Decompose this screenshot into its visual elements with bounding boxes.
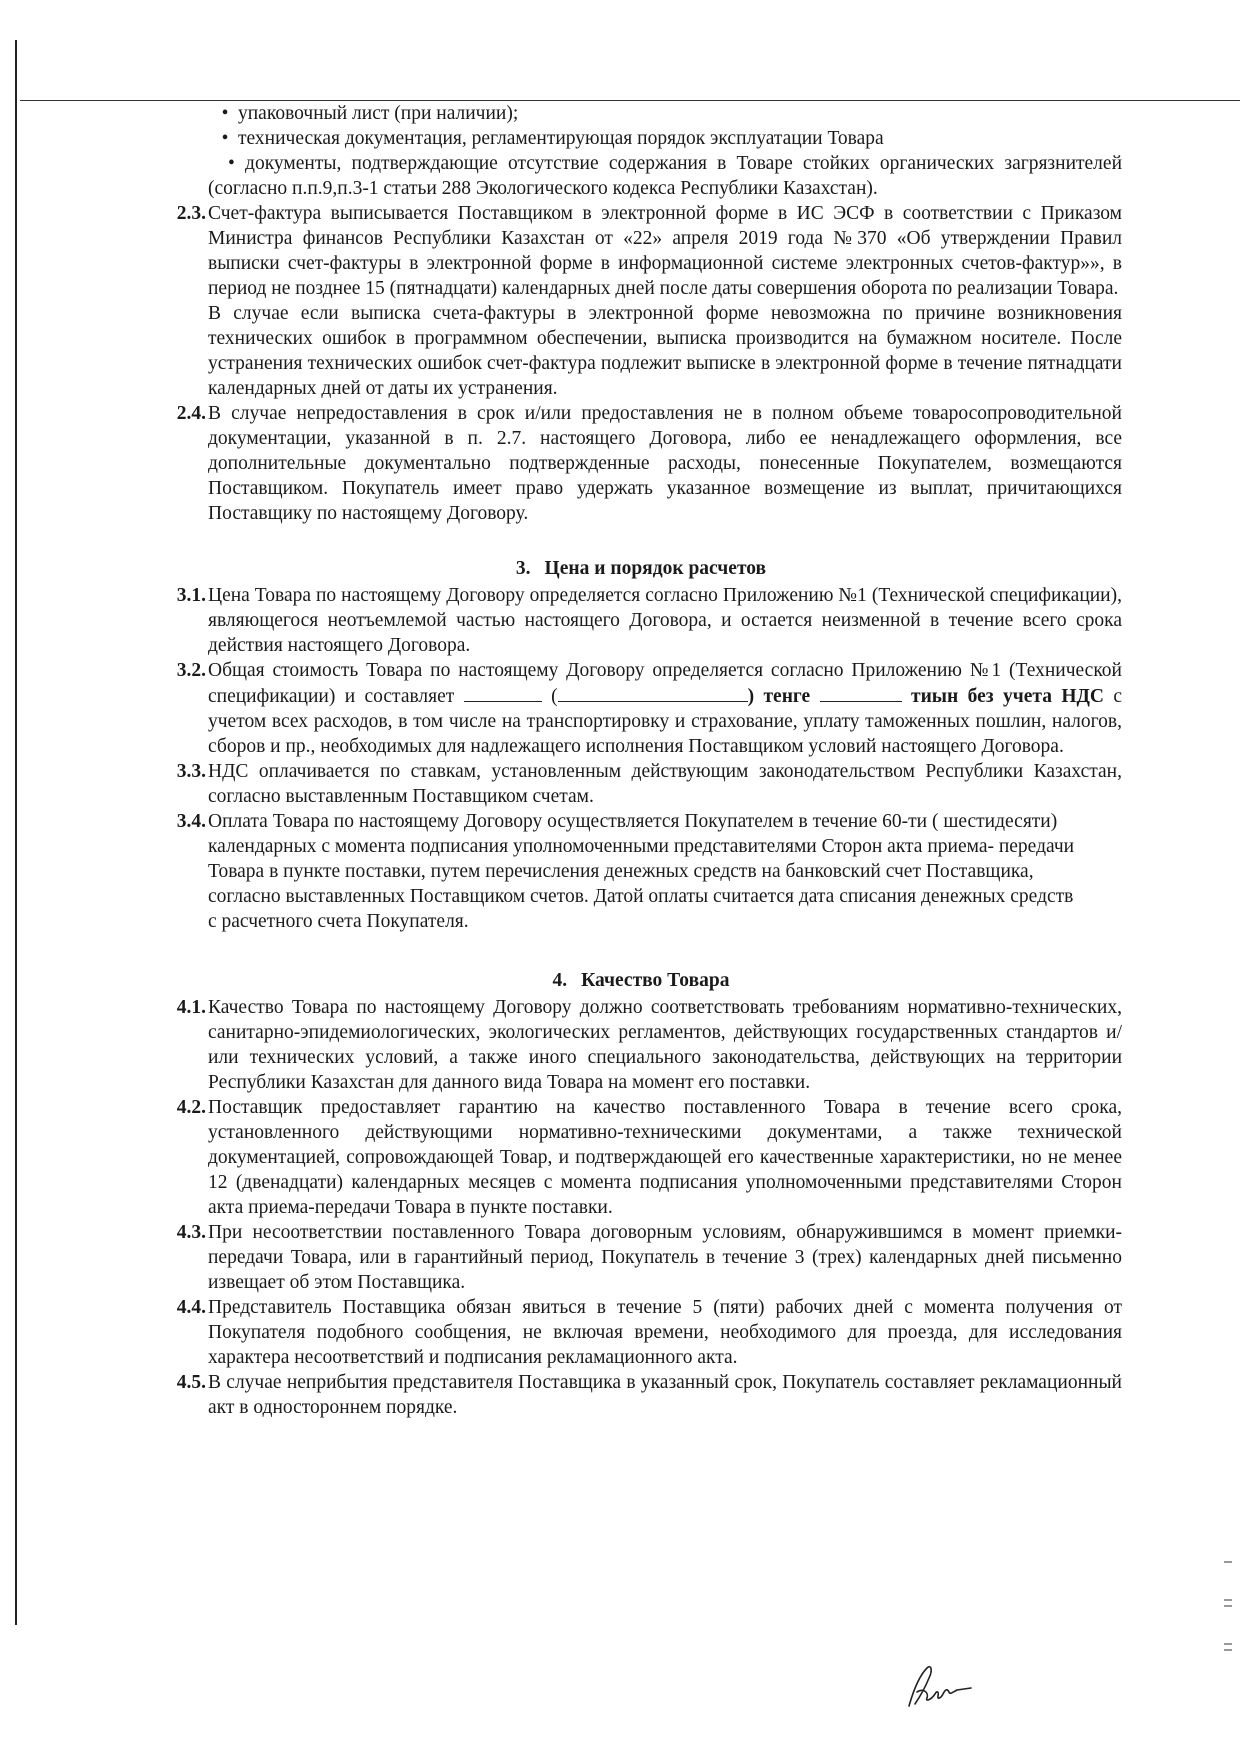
scan-edge-marks-icon bbox=[1222, 1560, 1234, 1670]
clause-4-2 bbox=[160, 1095, 1122, 1220]
clause-text: Цена Товара по настоящему Договору определяется согласно Приложению №1 (Технической спецификации), являющегося неотъемлемой частью настоящего Договора, и остается неизменной в течение всего срока действия настоящего Договора. bbox=[208, 585, 1122, 656]
bullet-item bbox=[160, 101, 1122, 126]
clause-number: 3.3. bbox=[176, 761, 206, 782]
clause-3-4 bbox=[160, 809, 1122, 934]
contract-body bbox=[160, 101, 1122, 1420]
clause-text: В случае непредоставления в срок и/или предоставления не в полном объеме товаросопроводительной документации, указанной в п. 2.7. настоящего Договора, либо ее ненадлежащего оформления, все дополнительные документально подтвержденные расходы, понесенные Покупателем, возмещаются Поставщиком. Покупатель имеет право удержать указанное возмещение из выплат, причитающихся Поставщику по настоящему Договору. bbox=[208, 403, 1122, 524]
section-heading-4 bbox=[160, 968, 1122, 993]
clause-3-3 bbox=[160, 759, 1122, 809]
bullet-item bbox=[160, 126, 1122, 151]
section-title: Цена и порядок расчетов bbox=[544, 558, 767, 579]
tiyn-blank bbox=[820, 683, 902, 702]
section-number: 3. bbox=[515, 558, 531, 579]
clause-text: Представитель Поставщика обязан явиться в течение 5 (пяти) рабочих дней с момента получения от Покупателя подобного сообщения, не включая времени, необходимого для проезда, для исследования характера несоответствий и подписания рекламационного акта. bbox=[208, 1297, 1122, 1368]
clause-2-3-continuation: В случае если выписка счета-фактуры в электронной форме невозможна по причине возникновения технических ошибок в программном обеспечении, выписка производится на бумажном носителе. После устранения технических ошибок счет-фактура подлежит выписке в электронной форме в течение пятнадцати календарных дней от даты их устранения. bbox=[208, 303, 1122, 399]
bullet-text: упаковочный лист (при наличии); bbox=[238, 103, 519, 124]
signature-initials-icon bbox=[905, 1662, 975, 1712]
bullet-item bbox=[208, 151, 1122, 201]
clause-text: Оплата Товара по настоящему Договору осуществляется Покупателем в течение 60-ти ( шестидесяти) календарных с момента подписания уполномоченными представителями Сторон акта приема- передачи Товара в пункте поставки, путем перечисления денежных средств на банковский счет Поставщика, согласно выставленных Поставщиком счетов. Датой оплаты считается дата списания денежных средств с расчетного счета Покупателя. bbox=[208, 811, 1075, 932]
clause-4-1 bbox=[160, 995, 1122, 1095]
bullet-text: техническая документация, регламентирующая порядок эксплуатации Товара bbox=[238, 128, 884, 149]
bullet-text: документы, подтверждающие отсутствие содержания в Товаре стойких органических загрязнителей (согласно п.п.9,п.3-1 статьи 288 Экологического кодекса Республики Казахстан). bbox=[208, 153, 1123, 199]
amount-blank bbox=[464, 683, 542, 702]
clause-number: 4.2. bbox=[176, 1097, 206, 1118]
clause-4-3 bbox=[160, 1220, 1122, 1295]
section-title: Качество Товара bbox=[581, 970, 730, 991]
clause-number: 4.4. bbox=[176, 1297, 206, 1318]
scan-left-border bbox=[15, 40, 17, 1625]
clause-3-1 bbox=[160, 583, 1122, 658]
clause-4-4 bbox=[160, 1295, 1122, 1370]
clause-number: 2.4. bbox=[176, 403, 206, 424]
clause-4-5 bbox=[160, 1370, 1122, 1420]
clause-number: 3.1. bbox=[176, 585, 206, 606]
clause-number: 3.4. bbox=[176, 811, 206, 832]
section-number: 4. bbox=[552, 970, 568, 991]
amount-words-blank bbox=[558, 683, 748, 702]
clause-text: Счет-фактура выписывается Поставщиком в электронной форме в ИС ЭСФ в соответствии с Приказом Министра финансов Республики Казахстан от «22» апреля 2019 года №370 «Об утверждении Правил выписки счет-фактуры в электронной форме в информационной системе электронных счетов-фактур»», в период не позднее 15 (пятнадцати) календарных дней после даты совершения оборота по реализации Товара. bbox=[208, 203, 1122, 299]
clause-text: Поставщик предоставляет гарантию на качество поставленного Товара в течение всего срока, установленного действующими нормативно-техническими документами, а также технической документацией, сопровождающей Товар, и подтверждающей его качественные характеристики, но не менее 12 (двенадцати) календарных месяцев с момента подписания уполномоченными представителями Сторон акта приема-передачи Товара в пункте поставки. bbox=[208, 1097, 1122, 1218]
clause-text: Качество Товара по настоящему Договору должно соответствовать требованиям нормативно-технических, санитарно-эпидемиологических, экологических регламентов, действующих государственных стандартов и/или технических условий, а также иного специального законодательства, действующих на территории Республики Казахстан для данного вида Товара на момент его поставки. bbox=[208, 997, 1122, 1093]
clause-number: 4.5. bbox=[176, 1372, 206, 1393]
bullet-dot-icon: • bbox=[221, 103, 229, 124]
clause-2-3 bbox=[160, 201, 1122, 301]
clause-text: При несоответствии поставленного Товара договорным условиям, обнаружившимся в момент приемки-передачи Товара, или в гарантийный период, Покупатель в течение 3 (трех) календарных дней письменно извещает об этом Поставщика. bbox=[208, 1222, 1122, 1293]
clause-text: В случае неприбытия представителя Поставщика в указанный срок, Покупатель составляет рекламационный акт в одностороннем порядке. bbox=[208, 1372, 1122, 1418]
clause-number: 4.3. bbox=[176, 1222, 206, 1243]
clause-number: 4.1. bbox=[176, 997, 206, 1018]
clause-text: Общая стоимость Товара по настоящему Договору определяется согласно Приложению №1 (Технической спецификации) и составляет ( ) тенге тиын без учета НДС с учетом всех расходов, в том числе на транспортировку и страхование, уплату таможенных пошлин, налогов, сборов и пр., необходимых для надлежащего исполнения Поставщиком условий настоящего Договора. bbox=[208, 660, 1123, 757]
clause-number: 2.3. bbox=[176, 203, 206, 224]
clause-text: НДС оплачивается по ставкам, установленным действующим законодательством Республики Казахстан, согласно выставленным Поставщиком счетам. bbox=[208, 761, 1122, 807]
clause-3-2 bbox=[160, 658, 1122, 759]
clause-number: 3.2. bbox=[176, 660, 206, 681]
section-heading-3 bbox=[160, 556, 1122, 581]
bullet-dot-icon: • bbox=[221, 128, 229, 149]
bullet-dot-icon: • bbox=[228, 153, 246, 174]
clause-2-4 bbox=[160, 401, 1122, 526]
